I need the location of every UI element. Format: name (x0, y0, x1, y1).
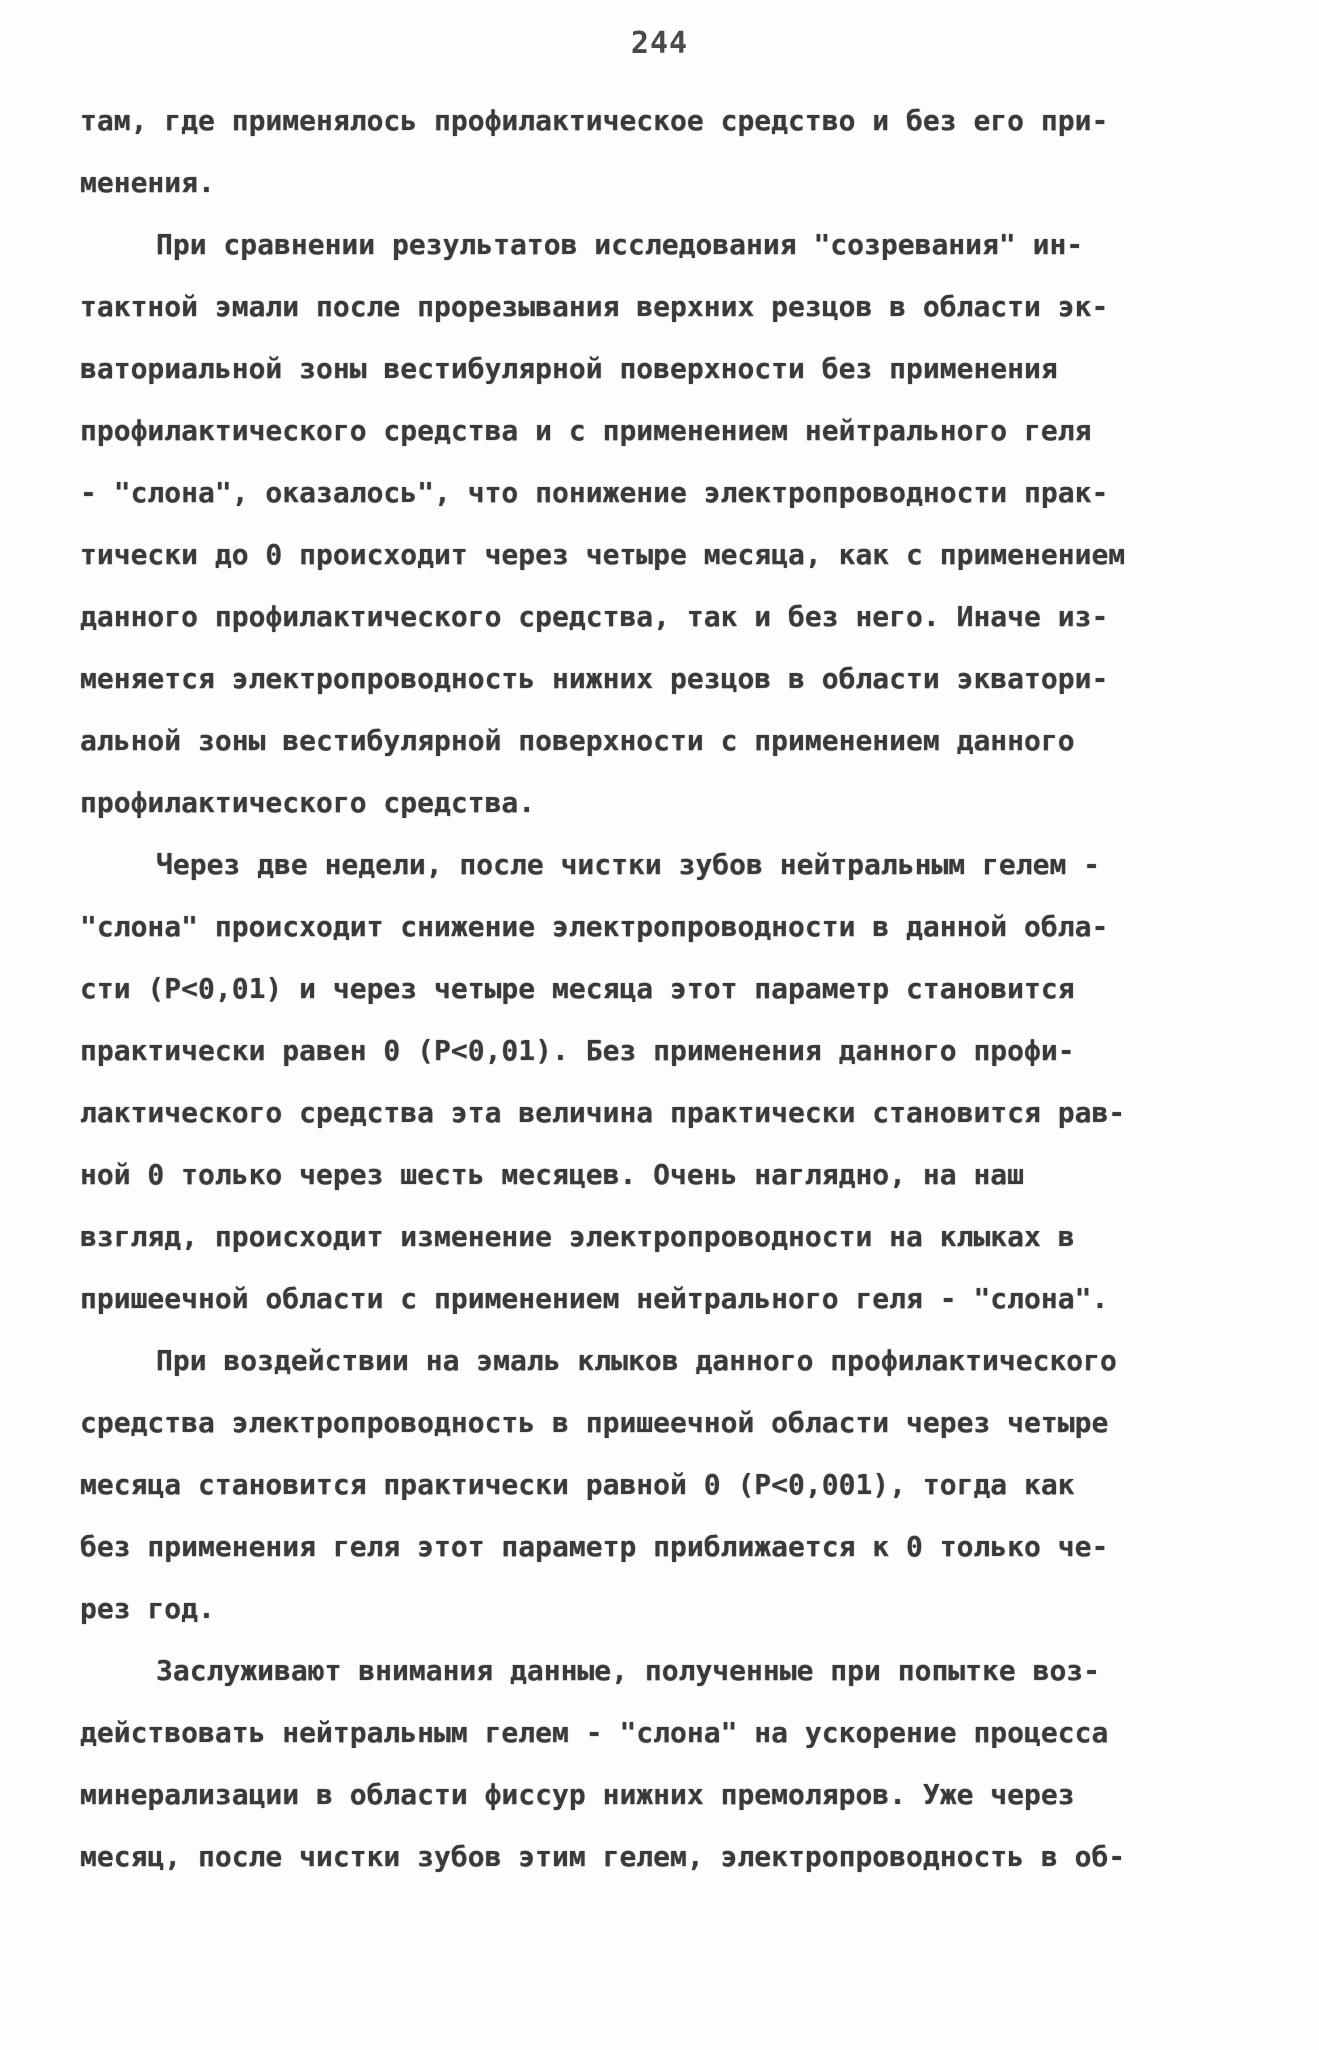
text-line: профилактического средства. (80, 786, 536, 819)
text-line: средства электропроводность в пришеечной области через четыре (80, 1406, 1109, 1439)
page-number: 244 (630, 26, 689, 61)
text-line: месяца становится практически равной 0 (P<0,001), тогда как (80, 1468, 1075, 1501)
text-line: там, где применялось профилактическое средство и без его при- (80, 104, 1109, 137)
text-line: Заслуживают внимания данные, полученные при попытке воз- (156, 1654, 1101, 1687)
body-text (80, 90, 1230, 1888)
text-line: Через две недели, после чистки зубов нейтральным гелем - (156, 848, 1101, 881)
text-line: взгляд, происходит изменение электропроводности на клыках в (80, 1220, 1075, 1253)
text-line: тактной эмали после прорезывания верхних резцов в области эк- (80, 290, 1109, 323)
text-line: При воздействии на эмаль клыков данного профилактического (156, 1344, 1117, 1377)
text-line: меняется электропроводность нижних резцов в области экватори- (80, 662, 1109, 695)
text-line: практически равен 0 (P<0,01). Без применения данного профи- (80, 1034, 1075, 1067)
text-line: менения. (80, 166, 215, 199)
text-line: минерализации в области фиссур нижних премоляров. Уже через (80, 1778, 1075, 1811)
text-line: При сравнении результатов исследования "созревания" ин- (156, 228, 1084, 261)
text-line: "слона" происходит снижение электропроводности в данной обла- (80, 910, 1109, 943)
text-line: профилактического средства и с применением нейтрального геля (80, 414, 1092, 447)
text-line: действовать нейтральным гелем - "слона" на ускорение процесса (80, 1716, 1109, 1749)
text-line: пришеечной области с применением нейтрального геля - "слона". (80, 1282, 1109, 1315)
text-line: без применения геля этот параметр приближается к 0 только че- (80, 1530, 1109, 1563)
text-line: ной 0 только через шесть месяцев. Очень наглядно, на наш (80, 1158, 1025, 1191)
text-line: данного профилактического средства, так и без него. Иначе из- (80, 600, 1109, 633)
text-line: месяц, после чистки зубов этим гелем, электропроводность в об- (80, 1840, 1126, 1873)
text-line: ваториальной зоны вестибулярной поверхности без применения (80, 352, 1058, 385)
text-line: альной зоны вестибулярной поверхности с применением данного (80, 724, 1075, 757)
text-line: рез год. (80, 1592, 215, 1625)
text-line: сти (P<0,01) и через четыре месяца этот параметр становится (80, 972, 1075, 1005)
text-line: лактического средства эта величина практически становится рав- (80, 1096, 1126, 1129)
text-line: тически до 0 происходит через четыре месяца, как с применением (80, 538, 1126, 571)
text-line: - "слона", оказалось", что понижение электропроводности прак- (80, 476, 1109, 509)
